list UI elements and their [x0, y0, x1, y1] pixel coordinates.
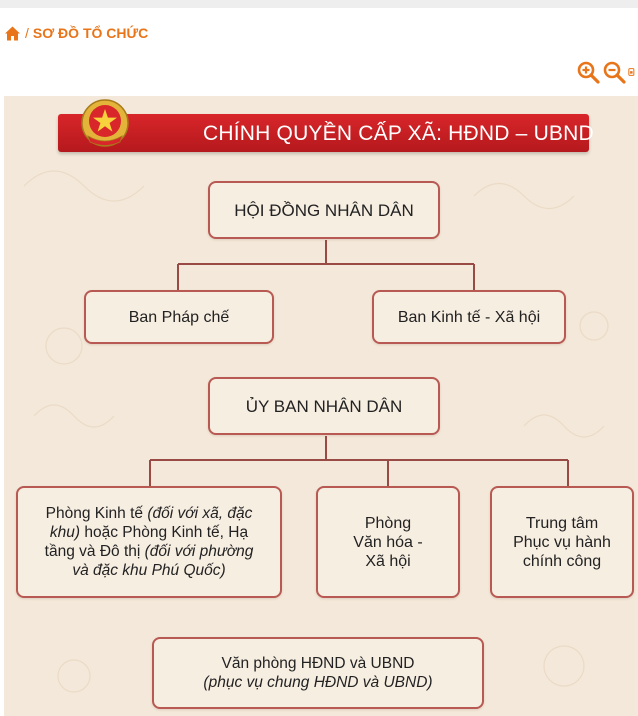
chart-title: CHÍNH QUYỀN CẤP XÃ: HĐND – UBND: [203, 122, 594, 145]
phong-van-hoa-box: [316, 486, 460, 598]
phong-kinh-te-line1: [46, 504, 253, 523]
phong-van-hoa-line2: Văn hóa -: [353, 533, 423, 551]
phong-kinh-te-line4: [72, 561, 225, 580]
phong-kinh-te-line3: [45, 542, 254, 561]
phong-kinh-te-text: Phòng Kinh tế: [45, 505, 148, 522]
breadcrumb-separator: /: [25, 25, 29, 41]
phong-kinh-te-line2: [50, 523, 248, 542]
van-phong-line1: Văn phòng HĐND và UBND: [221, 655, 415, 672]
zoom-out-icon[interactable]: [602, 60, 626, 84]
van-phong-line2: [203, 673, 432, 692]
phong-kinh-te-italic: (đối với xã, đặc: [147, 505, 253, 522]
ban-kinh-te-label: Ban Kinh tế - Xã hội: [397, 308, 541, 326]
phong-kinh-te-box: [16, 486, 282, 598]
phong-kinh-te-italic: và đặc khu Phú Quốc): [72, 562, 226, 579]
ubnd-box: [208, 377, 440, 435]
hdnd-label: HỘI ĐỒNG NHÂN DÂN: [234, 200, 414, 220]
ban-phap-che-box: [84, 290, 274, 344]
ban-phap-che-label: Ban Pháp chế: [128, 308, 230, 326]
phong-kinh-te-text: hoặc Phòng Kinh tế, Hạ: [80, 524, 249, 541]
trung-tam-line3: chính công: [522, 552, 602, 570]
phong-kinh-te-text: tầng và Đô thị: [44, 543, 145, 560]
trung-tam-line2: Phục vụ hành: [513, 533, 611, 551]
zoom-toolbar: [576, 60, 638, 84]
trung-tam-box: [490, 486, 634, 598]
van-phong-italic: (phục vụ chung HĐND và UBND): [203, 674, 433, 691]
home-icon[interactable]: [4, 25, 21, 42]
ban-kinh-te-box: [372, 290, 566, 344]
breadcrumb: [4, 24, 148, 42]
print-icon[interactable]: [628, 60, 638, 84]
trung-tam-line1: Trung tâm: [525, 514, 599, 532]
breadcrumb-current[interactable]: SƠ ĐỒ TỔ CHỨC: [32, 25, 149, 41]
ubnd-label: ỦY BAN NHÂN DÂN: [245, 396, 403, 416]
van-phong-box: [152, 637, 484, 709]
phong-van-hoa-line1: Phòng: [364, 514, 412, 532]
phong-van-hoa-line3: Xã hội: [365, 552, 411, 570]
hdnd-box: [208, 181, 440, 239]
zoom-in-icon[interactable]: [576, 60, 600, 84]
org-chart-poster: [4, 96, 638, 716]
top-strip: [0, 0, 638, 8]
phong-kinh-te-italic: (đối với phường: [144, 543, 254, 560]
phong-kinh-te-italic: khu): [49, 524, 81, 541]
